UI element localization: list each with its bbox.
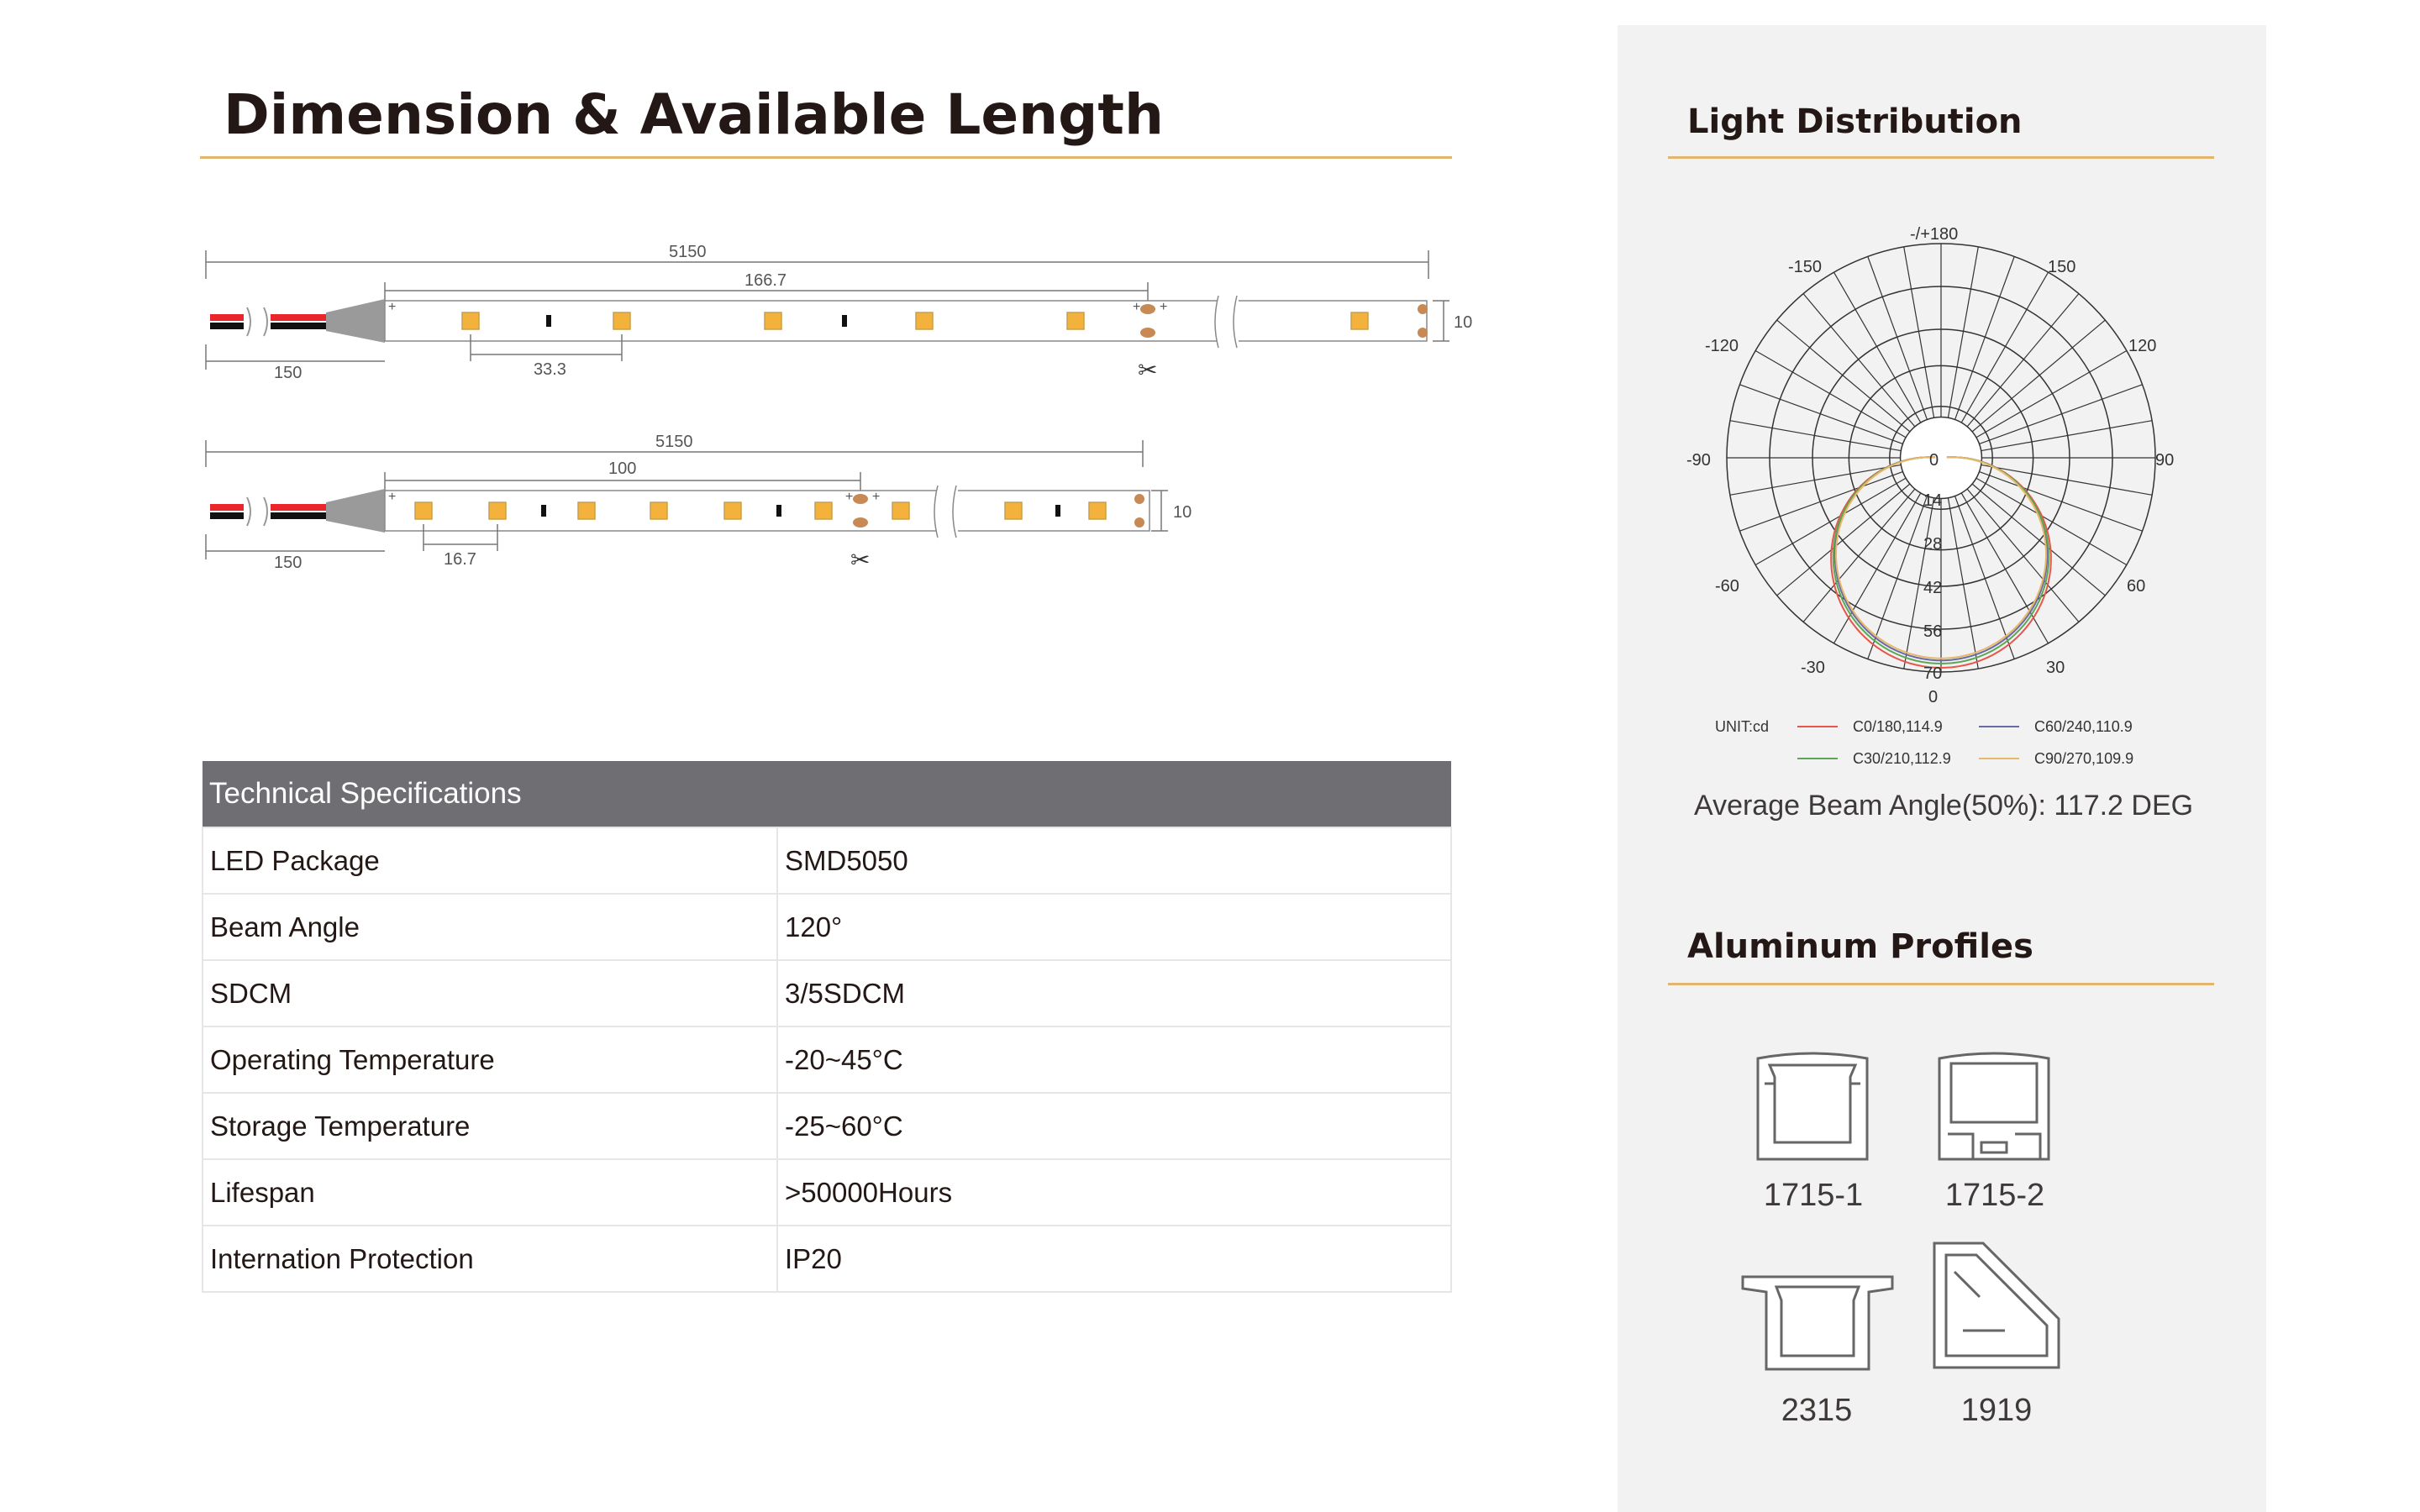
polar-spoke: [1961, 493, 2048, 643]
profile-label: 1715-2: [1944, 1178, 2045, 1213]
polar-spoke: [1730, 465, 1901, 495]
spec-label: Beam Angle: [203, 894, 777, 960]
strip1-width: 10: [1454, 313, 1473, 332]
profile-label: 2315: [1781, 1393, 1853, 1428]
polar-spoke: [1904, 247, 1934, 417]
polar-spoke: [1777, 320, 1910, 432]
strip2-lead-length: 150: [274, 554, 302, 572]
polar-spoke: [1980, 472, 2143, 532]
polar-grid: [1727, 244, 2155, 672]
dimension-title: Dimension & Available Length: [224, 82, 1164, 147]
angle-label-n30: -30: [1801, 659, 1825, 677]
polar-spoke: [1955, 256, 2015, 419]
spec-value: 3/5SDCM: [777, 960, 1451, 1026]
spec-value: -25~60°C: [777, 1093, 1451, 1159]
spec-label: Storage Temperature: [203, 1093, 777, 1159]
spec-value: -20~45°C: [777, 1026, 1451, 1093]
spec-label: LED Package: [203, 827, 777, 894]
profile-label: 1715-1: [1763, 1178, 1864, 1213]
svg-text:+: +: [1160, 300, 1168, 314]
angle-label-p30: 30: [2046, 659, 2065, 677]
beam-angle-note: Average Beam Angle(50%): 117.2 DEG: [1694, 790, 2194, 822]
angle-label-p120: 120: [2128, 337, 2157, 355]
polar-spoke: [1967, 294, 2079, 427]
svg-text:+: +: [872, 490, 881, 504]
profile-1715-1-icon: [1749, 1050, 1876, 1168]
spec-label: Lifespan: [203, 1159, 777, 1226]
angle-label-p90: 90: [2155, 451, 2175, 470]
profile-2315-icon: [1738, 1268, 1897, 1378]
spec-table: [202, 761, 1452, 1293]
strip1-lead-length: 150: [274, 364, 302, 382]
legend-entry: C60/240,110.9: [2034, 718, 2133, 735]
polar-spoke: [1868, 496, 1928, 659]
strip2-led-pitch: 16.7: [444, 550, 476, 569]
angle-label-p60: 60: [2127, 577, 2146, 596]
spec-value: SMD5050: [777, 827, 1451, 894]
profile-1715-2-icon: [1931, 1050, 2057, 1168]
strip2-width: 10: [1173, 503, 1192, 522]
polar-spoke: [1980, 385, 2143, 444]
angle-label-n90: -90: [1686, 451, 1711, 470]
table-row: [203, 827, 1451, 894]
polar-spoke: [1955, 496, 2015, 659]
strip1-total-length: 5150: [669, 243, 707, 261]
table-row: [203, 1159, 1451, 1226]
spec-table-header: Technical Specifications: [203, 761, 1451, 827]
table-row: [203, 894, 1451, 960]
radial-label: 42: [1923, 579, 1943, 597]
spec-label: Operating Temperature: [203, 1026, 777, 1093]
unit-label: UNIT:cd: [1715, 718, 1770, 735]
table-row: [203, 1226, 1451, 1292]
spec-value: >50000Hours: [777, 1159, 1451, 1226]
aluminum-profiles-rule: [1668, 983, 2214, 985]
polar-center: [1901, 417, 1982, 499]
legend-entry: C0/180,114.9: [1853, 718, 1943, 735]
aluminum-profiles-title: Aluminum Profiles: [1687, 927, 2033, 966]
strip2-total-length: 5150: [655, 433, 693, 451]
angle-label-bottom: 0: [1928, 688, 1939, 706]
polar-spoke: [1868, 256, 1928, 419]
polar-spoke: [1739, 472, 1902, 532]
table-row: [203, 1093, 1451, 1159]
spec-label: Internation Protection: [203, 1226, 777, 1292]
polar-spoke: [1981, 465, 2152, 495]
radial-label: 28: [1923, 535, 1943, 554]
polar-spoke: [1972, 320, 2105, 432]
svg-text:+: +: [1133, 300, 1141, 314]
polar-spoke: [1948, 498, 1978, 669]
polar-spoke: [1834, 493, 1921, 643]
svg-text:+: +: [388, 490, 397, 504]
polar-spoke: [1967, 489, 2079, 622]
svg-text:+: +: [845, 490, 854, 504]
polar-spoke: [1777, 484, 1910, 596]
strip2-cut-length: 100: [608, 459, 637, 478]
polar-spoke: [1961, 272, 2048, 423]
table-row: [203, 960, 1451, 1026]
polar-spoke: [1755, 351, 1906, 438]
radial-label: 14: [1923, 491, 1943, 510]
radial-label: 56: [1923, 622, 1943, 641]
angle-label-top: -/+180: [1910, 225, 1959, 244]
polar-spoke: [1803, 489, 1915, 622]
dimension-title-rule: [200, 156, 1452, 159]
strip-drawing-2: [193, 420, 1504, 588]
table-row: [203, 1026, 1451, 1093]
strip1-cut-mark: ✂: [1138, 357, 1158, 383]
polar-spoke: [1948, 247, 1978, 417]
profile-1919-icon: [1929, 1238, 2064, 1373]
strip2-cut-mark: ✂: [850, 547, 871, 573]
polar-spoke: [1981, 421, 2152, 451]
legend-entry: C30/210,112.9: [1853, 750, 1951, 767]
angle-label-p150: 150: [2048, 258, 2076, 276]
spec-label: SDCM: [203, 960, 777, 1026]
polar-spoke: [1972, 484, 2105, 596]
strip-drawing-1: [193, 227, 1504, 395]
angle-label-n60: -60: [1715, 577, 1739, 596]
angle-label-n150: -150: [1788, 258, 1823, 276]
polar-spoke: [1739, 385, 1902, 444]
strip1-led-pitch: 33.3: [534, 360, 566, 379]
polar-spoke: [1834, 272, 1921, 423]
spec-value: IP20: [777, 1226, 1451, 1292]
polar-diagram: [1668, 214, 2214, 785]
polar-spoke: [1730, 421, 1901, 451]
radial-label: 0: [1929, 451, 1939, 470]
svg-text:+: +: [388, 300, 397, 314]
profile-label: 1919: [1960, 1393, 2033, 1428]
polar-spoke: [1803, 294, 1915, 427]
strip1-cut-length: 166.7: [744, 271, 787, 290]
radial-label: 70: [1923, 664, 1943, 683]
polar-spoke: [1976, 351, 2127, 438]
light-distribution-title: Light Distribution: [1687, 102, 2023, 141]
angle-label-n120: -120: [1705, 337, 1739, 355]
spec-value: 120°: [777, 894, 1451, 960]
legend-entry: C90/270,109.9: [2034, 750, 2134, 767]
light-distribution-rule: [1668, 156, 2214, 159]
